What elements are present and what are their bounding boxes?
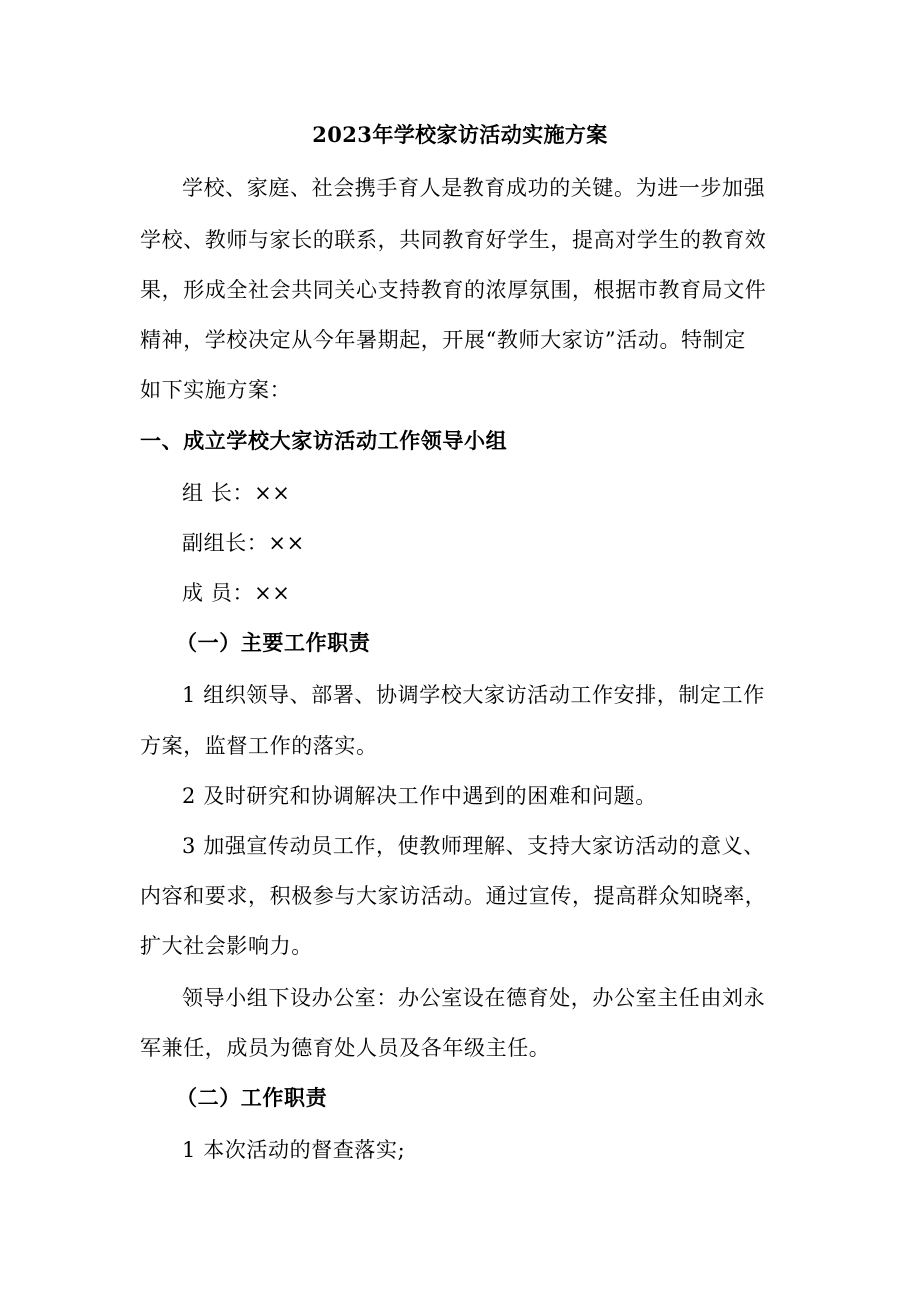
document-title: 2023年学校家访活动实施方案 <box>312 122 608 147</box>
intro-line-5: 如下实施方案： <box>140 378 292 402</box>
duty-line-3: 2 及时研究和协调解决工作中遇到的困难和问题。 <box>182 784 657 808</box>
intro-line-3: 果，形成全社会共同关心支持教育的浓厚氛围，根据市教育局文件 <box>140 278 767 302</box>
intro-line-4: 精神，学校决定从今年暑期起，开展“教师大家访”活动。特制定 <box>140 328 746 352</box>
duty-line-4: 3 加强宣传动员工作，使教师理解、支持大家访活动的意义、 <box>182 834 765 858</box>
member-deputy: 副组长：×× <box>182 531 305 555</box>
duty2-line-1: 1 本次活动的督查落实; <box>182 1138 406 1162</box>
office-line-1: 领导小组下设办公室：办公室设在德育处，办公室主任由刘永 <box>182 986 766 1010</box>
office-line-2: 军兼任，成员为德育处人员及各年级主任。 <box>140 1036 551 1060</box>
duty-line-1: 1 组织领导、部署、协调学校大家访活动工作安排，制定工作 <box>182 683 765 707</box>
duty-line-5: 内容和要求，积极参与大家访活动。通过宣传，提高群众知晓率， <box>140 884 767 908</box>
member-staff: 成 员：×× <box>182 581 291 605</box>
sub1-heading: （一）主要工作职责 <box>176 630 371 655</box>
duty-line-6: 扩大社会影响力。 <box>140 934 313 958</box>
sub2-heading: （二）工作职责 <box>176 1085 328 1110</box>
intro-line-1: 学校、家庭、社会携手育人是教育成功的关键。为进一步加强 <box>182 176 766 200</box>
member-leader: 组 长：×× <box>182 481 291 505</box>
section1-heading: 一、成立学校大家访活动工作领导小组 <box>140 428 508 453</box>
intro-line-2: 学校、教师与家长的联系，共同教育好学生，提高对学生的教育效 <box>140 228 767 252</box>
duty-line-2: 方案，监督工作的落实。 <box>140 734 378 758</box>
